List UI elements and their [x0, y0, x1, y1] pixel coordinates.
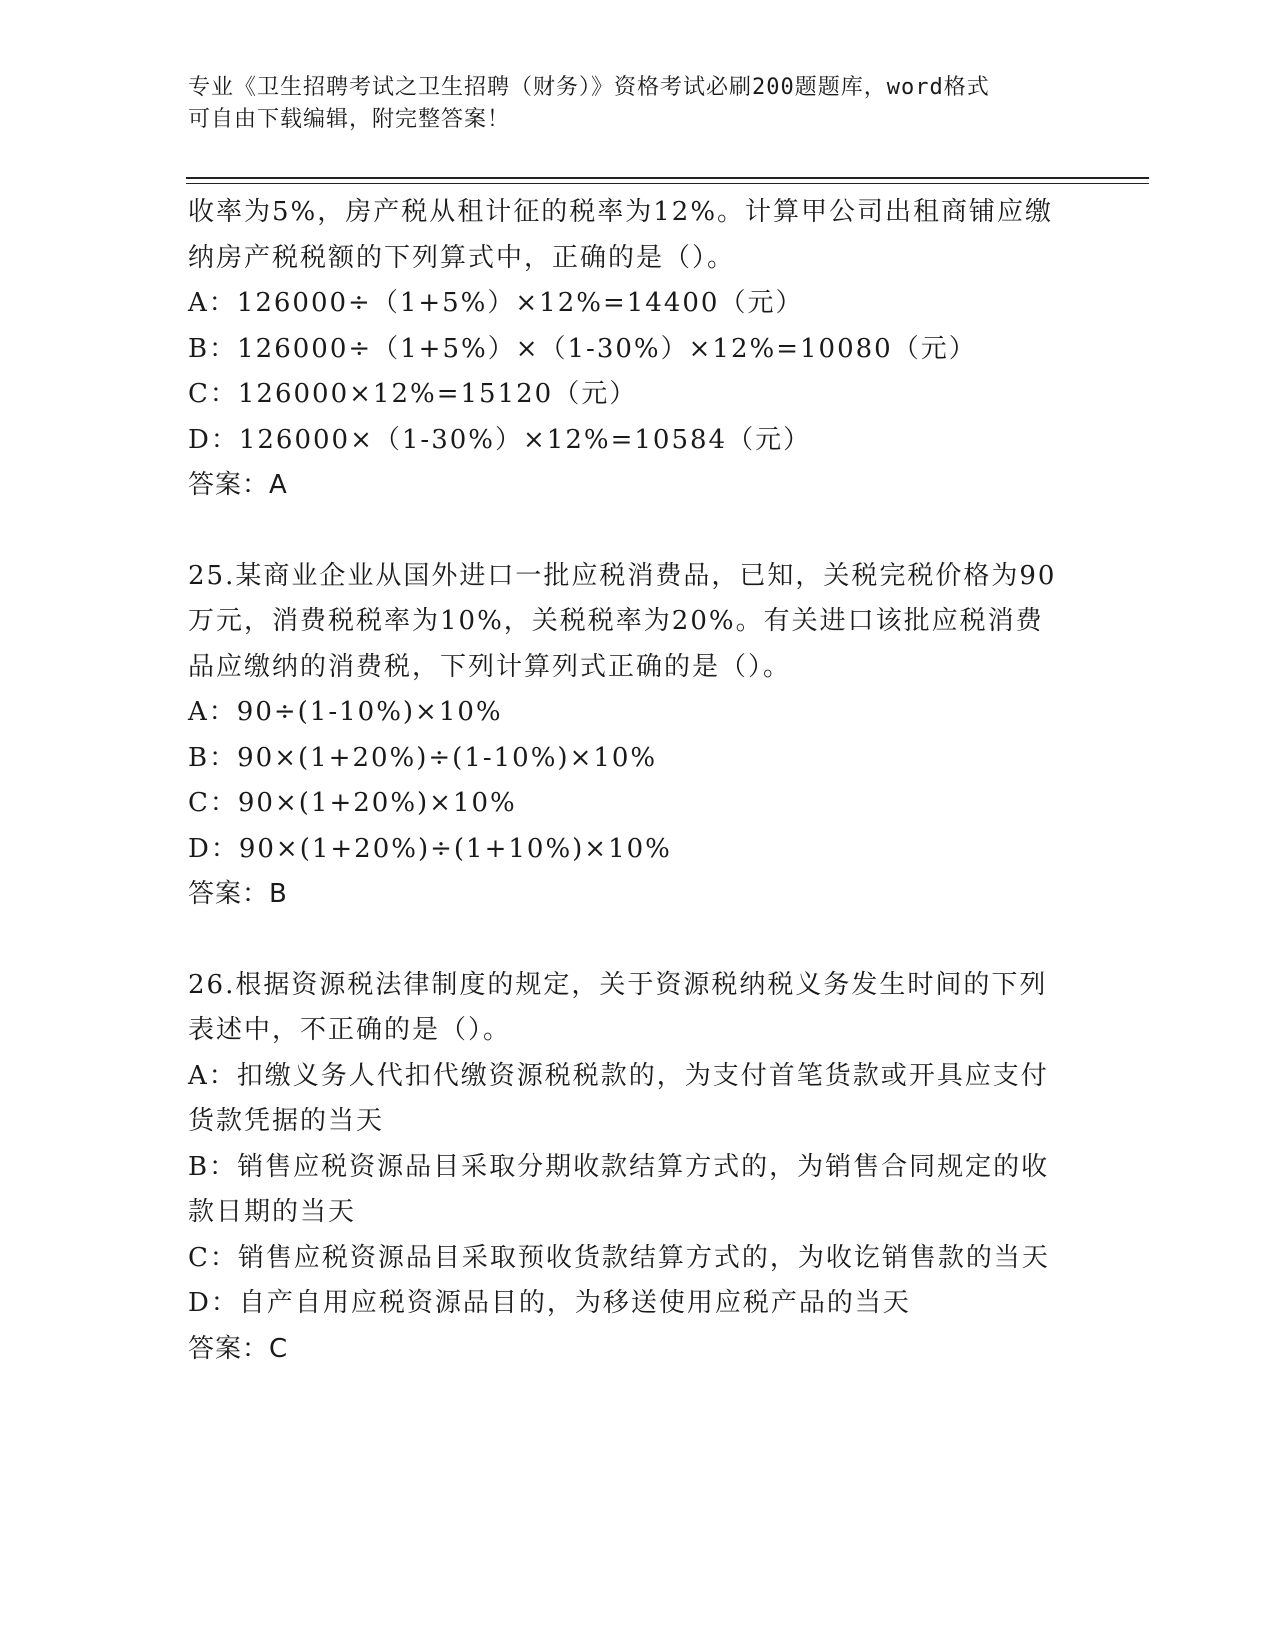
- option-c: C：销售应税资源品目采取预收货款结算方式的，为收讫销售款的当天: [188, 1242, 1050, 1273]
- question-stem-line: 纳房产税税额的下列算式中，正确的是（）。: [188, 242, 736, 273]
- option-a: A：90÷(1-10%)×10%: [188, 697, 503, 727]
- header-rule-thin: [186, 183, 1149, 184]
- question-spacer: [188, 509, 1088, 554]
- question-26: [188, 963, 1088, 1373]
- answer-line: 答案：A: [188, 470, 288, 500]
- question-stem-line: 表述中，不正确的是（）。: [188, 1015, 512, 1045]
- option-d: D：90×(1+20%)÷(1+10%)×10%: [188, 833, 672, 864]
- header-rule-thick: [186, 177, 1149, 179]
- question-stem-line: 收率为5%，房产税从租计征的税率为12%。计算甲公司出租商铺应缴: [188, 197, 1054, 227]
- option-d: D：126000×（1-30%）×12%=10584（元）: [188, 424, 812, 455]
- answer-line: 答案：B: [188, 879, 288, 909]
- answer-line: 答案：C: [188, 1333, 289, 1364]
- option-b: B：销售应税资源品目采取分期收款结算方式的，为销售合同规定的收: [188, 1151, 1050, 1182]
- option-d: D：自产自用应税资源品目的，为移送使用应税产品的当天: [188, 1288, 911, 1318]
- question-24: [188, 190, 1088, 509]
- option-c: C：90×(1+20%)×10%: [188, 788, 517, 818]
- question-stem-line: 25.某商业企业从国外进口一批应税消费品，已知，关税完税价格为90: [188, 560, 1057, 591]
- header-line-2: 可自由下载编辑，附完整答案！: [188, 107, 511, 132]
- document-body: [188, 190, 1088, 1372]
- question-25: [188, 554, 1088, 918]
- option-a: A：126000÷（1+5%）×12%=14400（元）: [188, 288, 804, 318]
- option-b: B：90×(1+20%)÷(1-10%)×10%: [188, 742, 658, 773]
- option-b-continued: 款日期的当天: [188, 1197, 357, 1227]
- header-line-1: 专业《卫生招聘考试之卫生招聘（财务）》资格考试必刷200题题库，word格式: [188, 75, 990, 100]
- page-header: [188, 72, 1068, 136]
- option-b: B：126000÷（1+5%）×（1-30%）×12%=10080（元）: [188, 333, 977, 364]
- option-c: C：126000×12%=15120（元）: [188, 379, 638, 409]
- question-stem-line: 品应缴纳的消费税，下列计算列式正确的是（）。: [188, 651, 792, 682]
- option-a: A：扣缴义务人代扣代缴资源税税款的，为支付首笔货款或开具应支付: [188, 1060, 1049, 1091]
- question-stem-line: 26.根据资源税法律制度的规定，关于资源税纳税义务发生时间的下列: [188, 969, 1048, 1000]
- option-a-continued: 货款凭据的当天: [188, 1106, 385, 1136]
- question-stem-line: 万元，消费税税率为10%，关税税率为20%。有关进口该批应税消费: [188, 606, 1044, 636]
- question-spacer: [188, 918, 1088, 963]
